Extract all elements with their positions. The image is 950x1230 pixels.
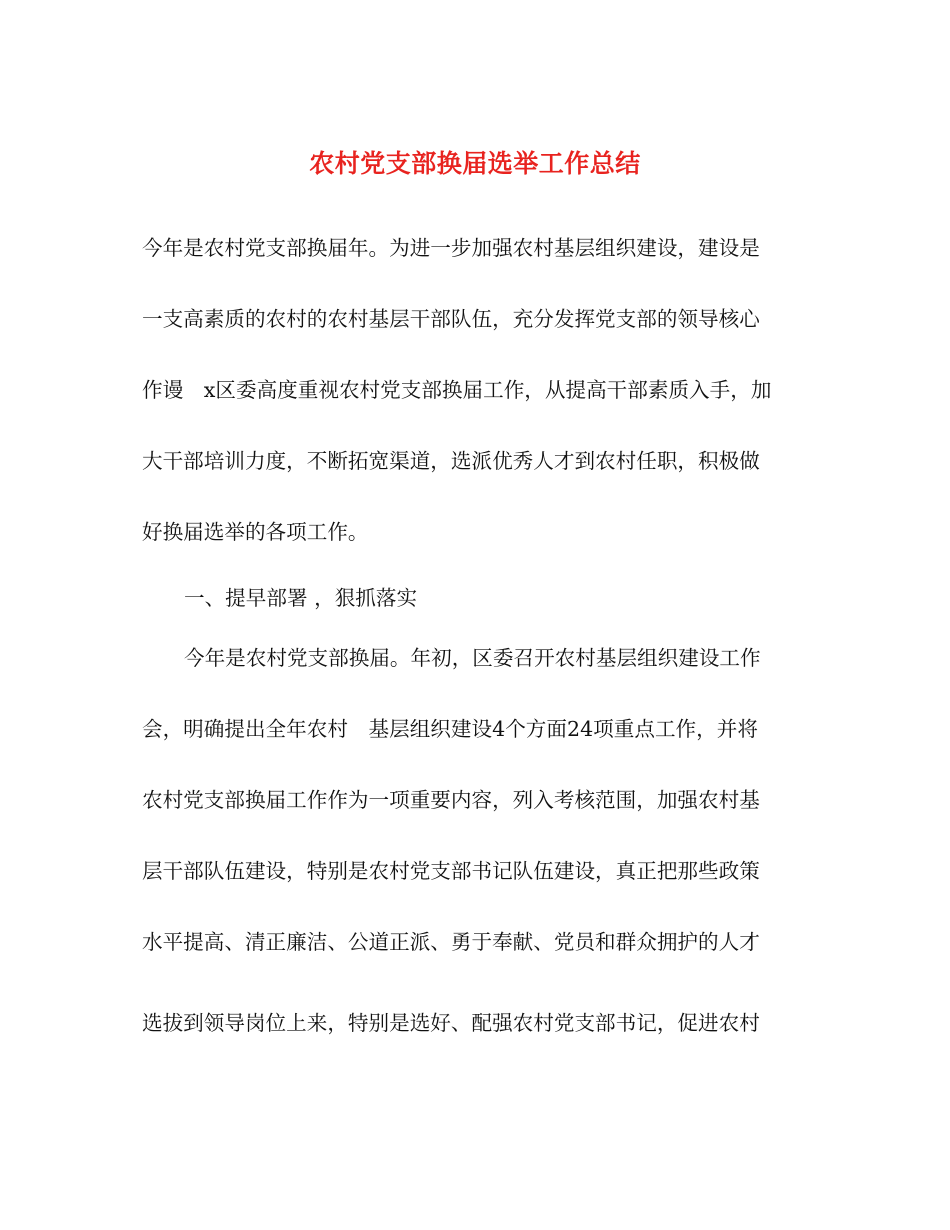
- paragraph-line: 大干部培训力度，不断拓宽渠道，选派优秀人才到农村任职，积极做: [142, 449, 760, 473]
- paragraph-line: 今年是农村党支部换届。年初，区委召开农村基层组织建设工作: [184, 646, 761, 670]
- document-title: 农村党支部换届选举工作总结: [309, 149, 641, 178]
- paragraph-line: 一支高素质的农村的农村基层干部队伍，充分发挥党支部的领导核心: [142, 307, 760, 331]
- paragraph-line: 农村党支部换届工作作为一项重要内容，列入考核范围，加强农村基: [142, 788, 760, 812]
- paragraph-line: 今年是农村党支部换届年。为进一步加强农村基层组织建设，建设是: [142, 236, 760, 260]
- paragraph-line: 层干部队伍建设，特别是农村党支部书记队伍建设，真正把那些政策: [142, 859, 760, 883]
- paragraph-line: 会，明确提出全年农村 基层组织建设4个方面24项重点工作，并将: [142, 717, 758, 741]
- section-heading: 一、提早部署 ，狠抓落实: [184, 586, 418, 610]
- paragraph-line: 作谩 x区委高度重视农村党支部换届工作，从提高干部素质入手，加: [142, 378, 772, 402]
- paragraph-line: 好换届选举的各项工作。: [142, 520, 369, 544]
- paragraph-line: 水平提高、清正廉洁、公道正派、勇于奉献、党员和群众拥护的人才: [142, 930, 760, 954]
- paragraph-line: 选拔到领导岗位上来，特别是选好、配强农村党支部书记，促进农村: [142, 1011, 760, 1035]
